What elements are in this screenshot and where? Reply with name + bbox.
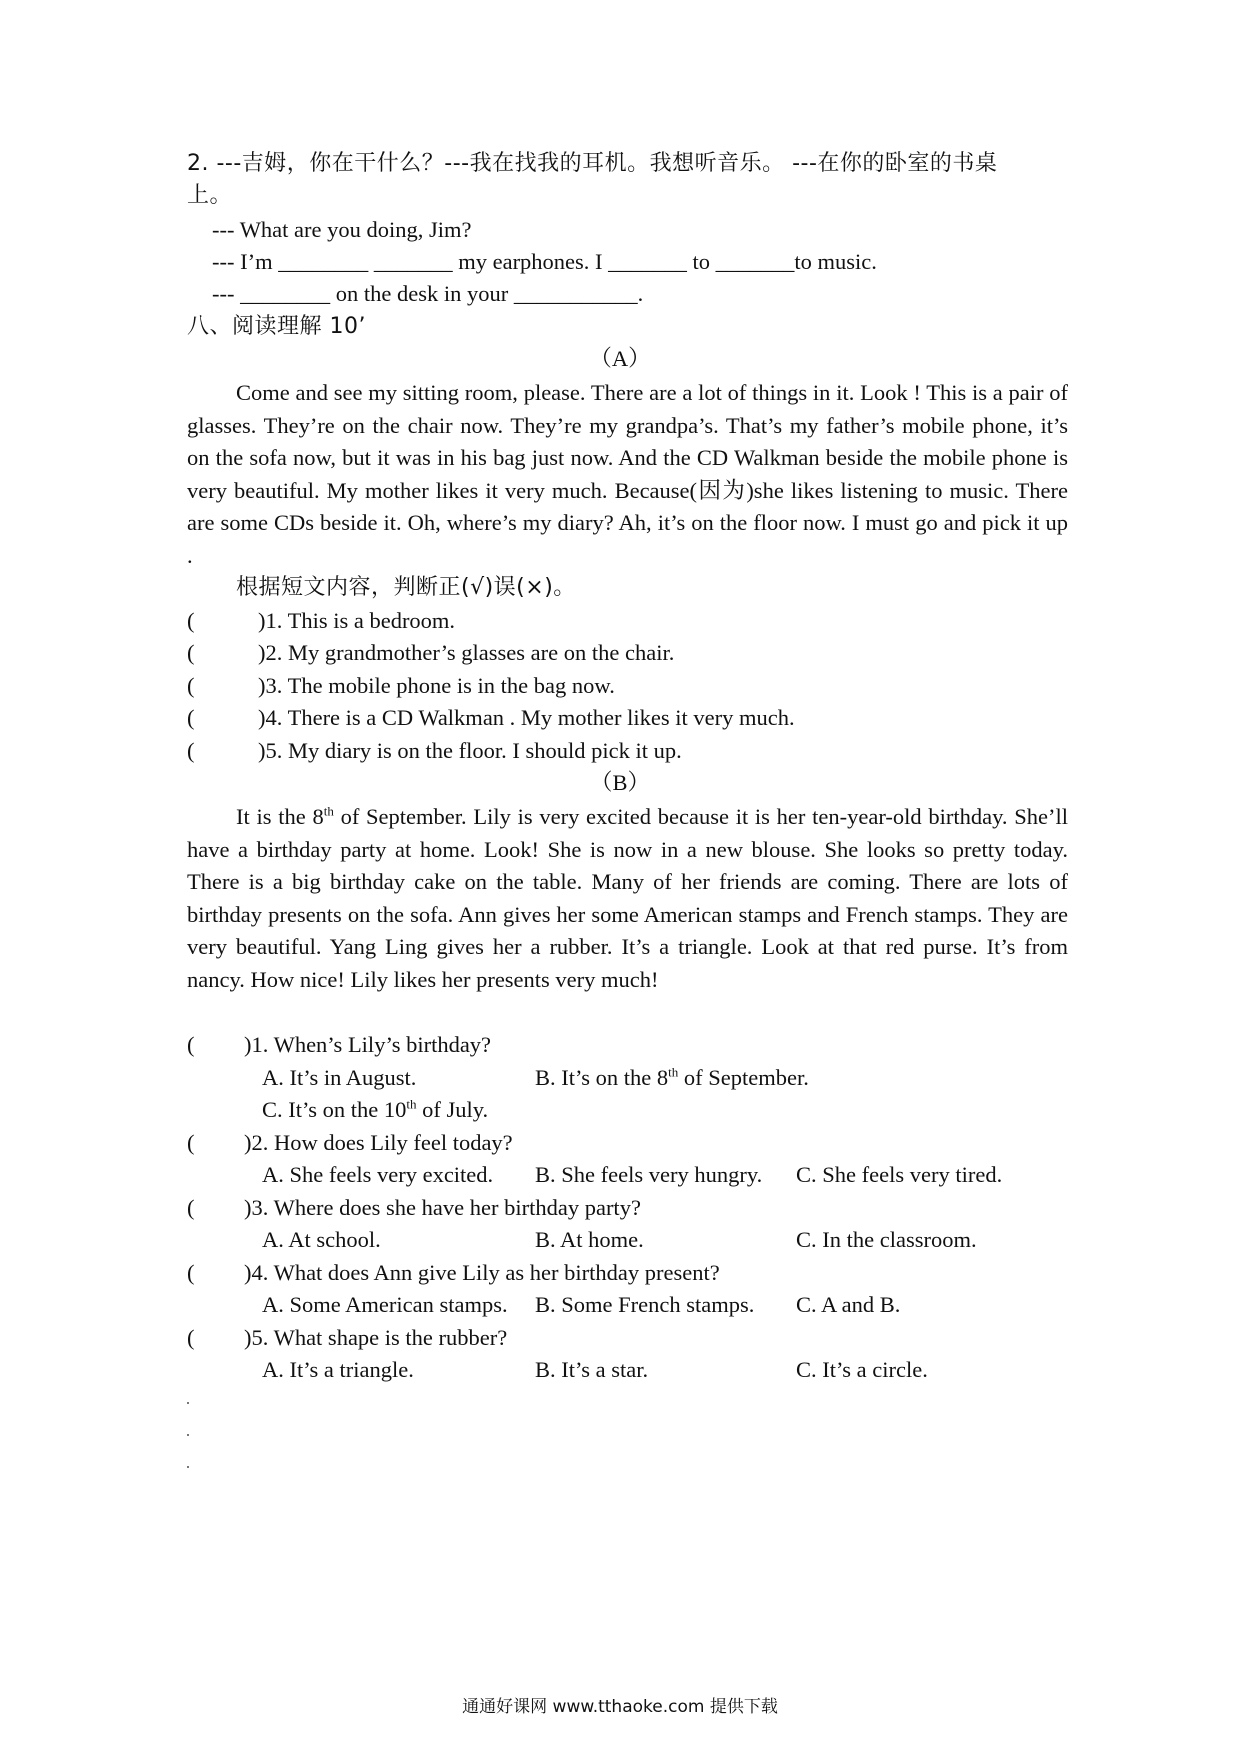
- q2-dialogue-line-2: --- I’m ________ _______ my earphones. I _______ to _______to music.: [212, 249, 877, 274]
- mc-question-2: )2. How does Lily feel today?: [244, 1130, 513, 1155]
- mc-paren-2: (: [187, 1130, 195, 1155]
- mc-4-option-c: C. A and B.: [796, 1292, 901, 1317]
- mc-1-option-c: [262, 1094, 488, 1126]
- mc-5-option-c: C. It’s a circle.: [796, 1357, 928, 1382]
- judge-item-3: )3. The mobile phone is in the bag now.: [258, 673, 615, 698]
- mc-3-option-c: C. In the classroom.: [796, 1227, 977, 1252]
- scan-dot: [187, 1434, 189, 1436]
- mc-3-option-a: A. At school.: [262, 1227, 381, 1252]
- judge-paren-5: (: [187, 738, 195, 763]
- mc-1-option-a: A. It’s in August.: [262, 1065, 417, 1090]
- mc-5-option-a: A. It’s a triangle.: [262, 1357, 414, 1382]
- mc-question-1: )1. When’s Lily’s birthday?: [244, 1032, 492, 1057]
- judge-paren-3: (: [187, 673, 195, 698]
- q2-dialogue-line-1: --- What are you doing, Jim?: [212, 217, 472, 242]
- judge-paren-2: (: [187, 640, 195, 665]
- q2-chinese-line-1: 2. ---吉姆，你在干什么？---我在找我的耳机。我想听音乐。 ---在你的卧室的书桌: [187, 151, 998, 176]
- judge-item-2: )2. My grandmother’s glasses are on the chair.: [258, 640, 675, 665]
- mc-1-option-c-start: C. It’s on the 10: [262, 1097, 407, 1122]
- mc-question-5: )5. What shape is the rubber?: [244, 1325, 508, 1350]
- mc-1-option-c-end: of July.: [416, 1097, 489, 1122]
- part-a-instruction: 根据短文内容，判断正(√)误(×)。: [236, 575, 576, 600]
- judge-item-5: )5. My diary is on the floor. I should pick it up.: [258, 738, 682, 763]
- page-footer: 通通好课网 www.tthaoke.com 提供下载: [462, 1697, 778, 1717]
- mc-4-option-b: B. Some French stamps.: [535, 1292, 755, 1317]
- q2-chinese-line-2: 上。: [187, 183, 233, 208]
- part-b-text-rest: of September. Lily is very excited because it is her ten-year-old birthday. She’ll have a birthday party at home. Look! She is now in a new blouse. She looks so pretty today. There is a big birthday cake on the table. Many of her friends are coming. There are lots of birthday presents on the sofa. Ann gives her some American stamps and French stamps. They are very beautiful. Yang Ling gives her a rubber. It’s a triangle. Look at that red purse. It’s from nancy. How nice! Lily likes her presents very much!: [187, 804, 1068, 992]
- judge-item-4: )4. There is a CD Walkman . My mother likes it very much.: [258, 705, 795, 730]
- mc-4-option-a: A. Some American stamps.: [262, 1292, 508, 1317]
- mc-1-option-b: [535, 1062, 809, 1094]
- judge-paren-4: (: [187, 705, 195, 730]
- part-b-text-start: It is the 8: [236, 804, 324, 829]
- part-b-ordinal-suffix: th: [323, 803, 334, 819]
- judge-paren-1: (: [187, 608, 195, 633]
- mc-2-option-b: B. She feels very hungry.: [535, 1162, 763, 1187]
- mc-1-option-b-suffix: th: [668, 1064, 679, 1080]
- mc-1-option-c-suffix: th: [406, 1096, 417, 1112]
- judge-item-1: )1. This is a bedroom.: [258, 608, 456, 633]
- mc-question-4: )4. What does Ann give Lily as her birthday present?: [244, 1260, 720, 1285]
- mc-1-option-b-start: B. It’s on the 8: [535, 1065, 669, 1090]
- section-title: 八、阅读理解 10’: [187, 314, 366, 339]
- q2-dialogue-line-3: --- ________ on the desk in your ___________.: [212, 281, 644, 306]
- part-b-paragraph: [187, 801, 1068, 997]
- mc-2-option-c: C. She feels very tired.: [796, 1162, 1003, 1187]
- mc-paren-3: (: [187, 1195, 195, 1220]
- mc-2-option-a: A. She feels very excited.: [262, 1162, 494, 1187]
- mc-paren-1: (: [187, 1032, 195, 1057]
- scan-dot: [187, 1466, 189, 1468]
- part-b-passage: [187, 801, 1068, 997]
- mc-3-option-b: B. At home.: [535, 1227, 644, 1252]
- mc-question-3: )3. Where does she have her birthday party?: [244, 1195, 641, 1220]
- mc-1-option-b-end: of September.: [678, 1065, 809, 1090]
- part-a-label: （A）: [589, 346, 651, 371]
- part-a-passage: [187, 377, 1068, 573]
- part-b-label: （B）: [589, 770, 650, 795]
- mc-paren-4: (: [187, 1260, 195, 1285]
- mc-paren-5: (: [187, 1325, 195, 1350]
- part-a-paragraph: Come and see my sitting room, please. There are a lot of things in it. Look ! This is a pair of glasses. They’re on the chair now. They’re my grandpa’s. That’s my father’s mobile phone, it’s on the sofa now, but it was in his bag just now. And the CD Walkman beside the mobile phone is very beautiful. My mother likes it very much. Because(因为)she likes listening to music. There are some CDs beside it. Oh, where’s my diary? Ah, it’s on the floor now. I must go and pick it up .: [187, 380, 1068, 568]
- mc-5-option-b: B. It’s a star.: [535, 1357, 649, 1382]
- scan-dot: [187, 1402, 189, 1404]
